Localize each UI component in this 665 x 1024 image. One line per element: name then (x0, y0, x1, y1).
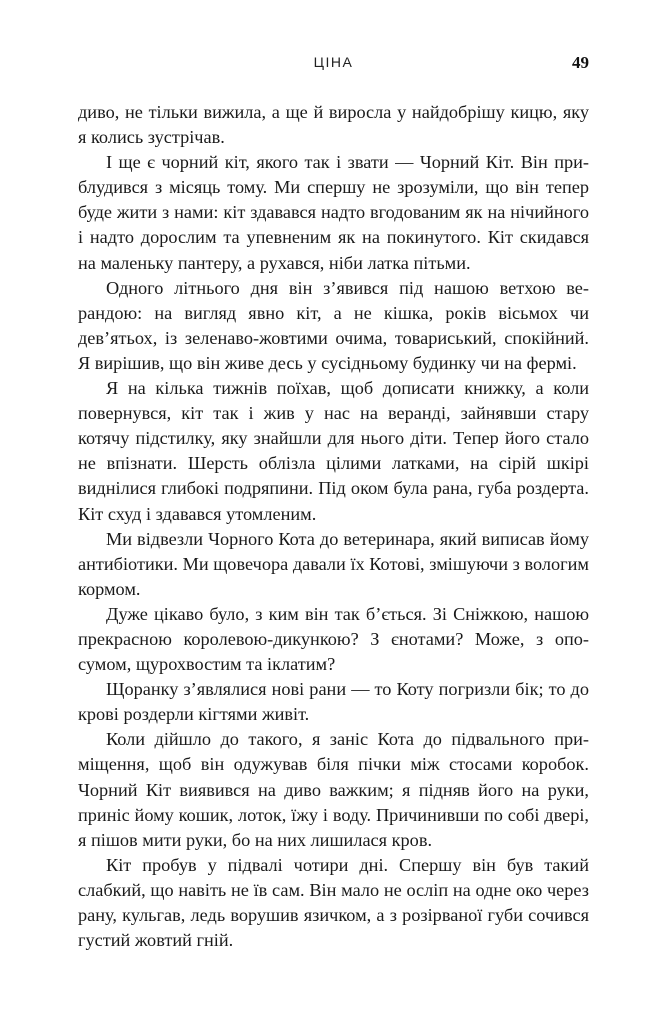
running-title: ЦІНА (313, 54, 354, 70)
paragraph: Дуже цікаво було, з ким він так б’ється. Зі Сніжкою, нашою прекрасною королевою-дикункою? З єнотами? Може, з опосумом, щурохвостим та іклатим? (78, 603, 589, 675)
paragraph: І ще є чорний кіт, якого так і звати — Чорний Кіт. Він приблудився з місяць тому. Ми спершу не зрозуміли, що він тепер буде жити з нами: кіт здавався надто вгодованим як на нічийного і надто дорослим та упевненим як на покинутого. Кіт скидався на маленьку пантеру, а рухався, ніби латка пітьми. (78, 152, 589, 273)
paragraph: диво, не тільки вижила, а ще й виросла у найдобрішу кицю, яку я колись зустрічав. (78, 102, 589, 148)
paragraph: Ми відвезли Чорного Кота до ветеринара, який виписав йому антибіотики. Ми щовечора давали їх Котові, змішуючи з вологим кормом. (78, 528, 589, 599)
body-text (78, 100, 589, 953)
paragraph: Я на кілька тижнів поїхав, щоб дописати книжку, а коли повернувся, кіт так і жив у нас на веранді, зайнявши стару котячу підстилку, яку знайшли для нього діти. Тепер його стало не впізнати. Шерсть облізла цілими латками, на сірій шкірі виднілися глибокі подряпини. Під оком була рана, губа роздерта. Кіт схуд і здавався утомленим. (78, 378, 589, 524)
page-header (78, 50, 589, 80)
paragraph: Кіт пробув у підвалі чотири дні. Спершу він був такий слабкий, що навіть не їв сам. Він мало не осліп на одне око через рану, кульгав, ледь ворушив язичком, а з розірваної губи сочився густий жовтий гній. (78, 854, 589, 951)
paragraph: Коли дійшло до такого, я заніс Кота до підвального приміщення, щоб він одужував біля пічки між стосами коробок. Чорний Кіт виявився на диво важким; я підняв його на руки, приніс йому кошик, лоток, їжу і воду. Причинивши по собі двері, я пішов мити руки, бо на них лишилася кров. (78, 729, 589, 850)
paragraph: Щоранку з’являлися нові рани — то Коту погризли бік; то до крові роздерли кігтями живіт. (78, 679, 589, 725)
paragraph: Одного літнього дня він з’явився під нашою ветхою верандою: на вигляд явно кіт, а не кішка, років вісьмох чи дев’ятьох, із зеленаво-жовтими очима, товариський, спокійний. Я вирішив, що він живе десь у сусідньому будинку чи на фермі. (78, 277, 589, 373)
page-number: 49 (572, 53, 589, 72)
